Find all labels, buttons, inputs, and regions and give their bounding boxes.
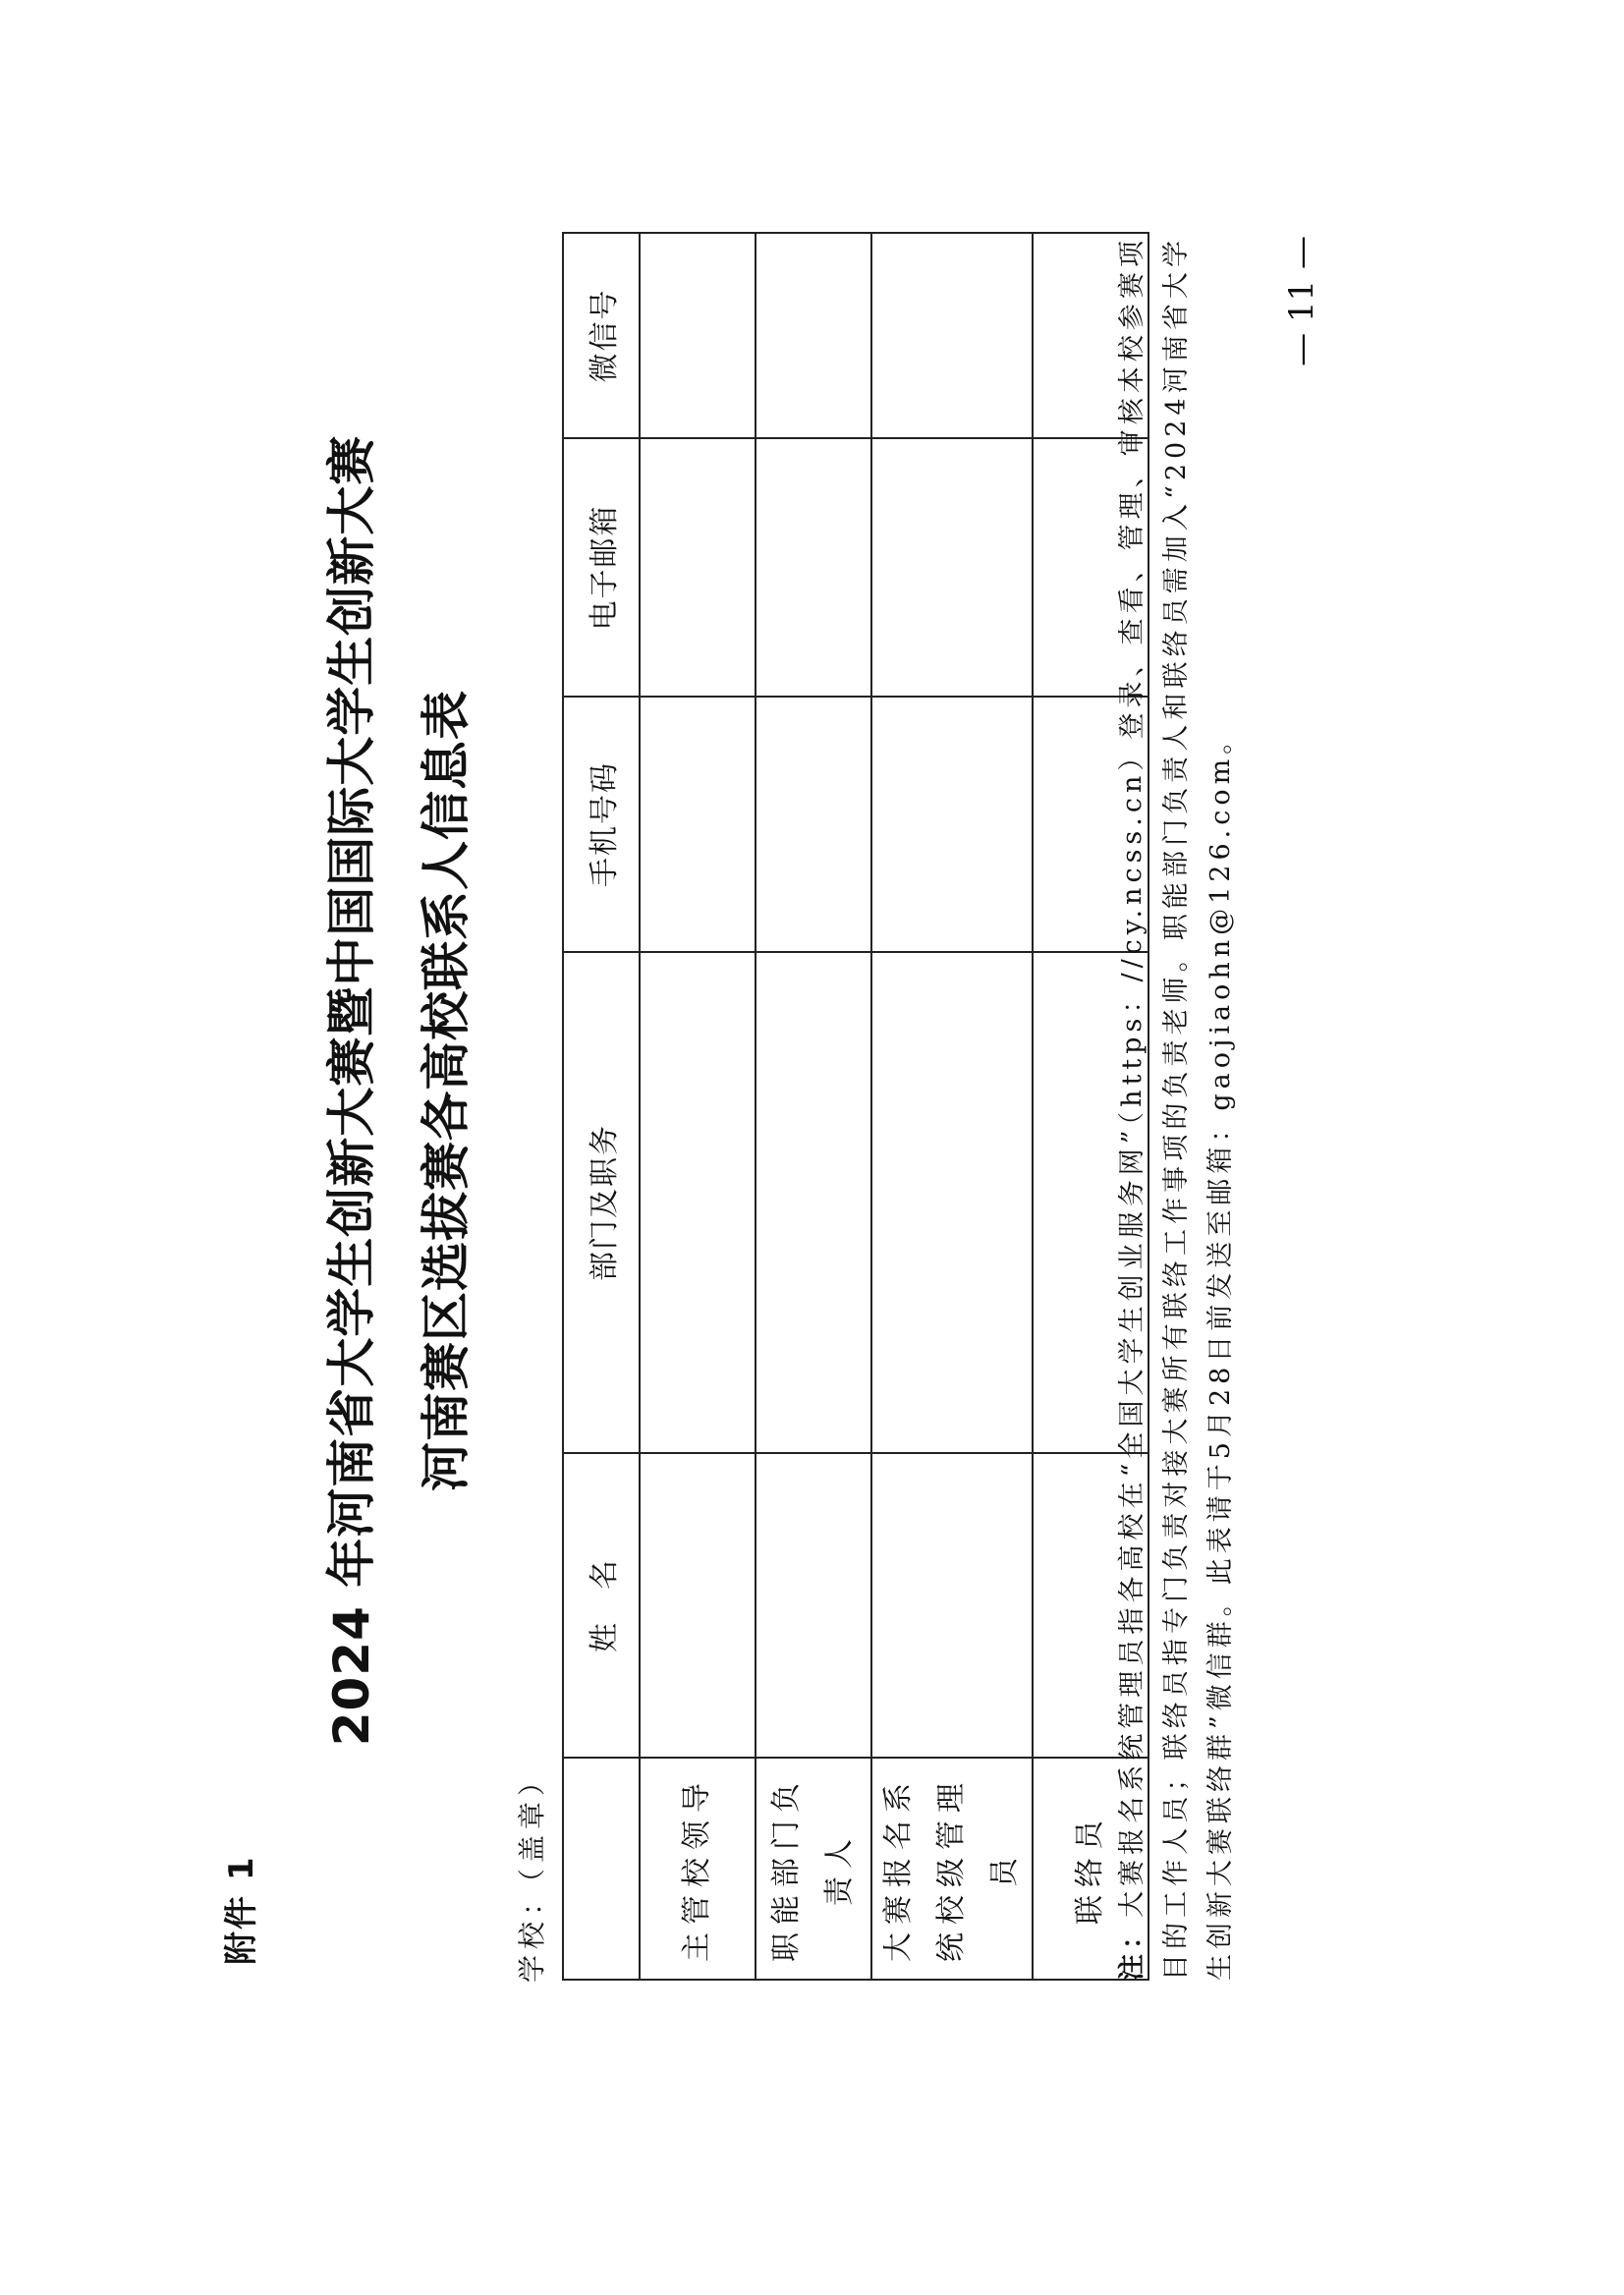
page-title-line-1: 2024 年河南省大学生创新大赛暨中国国际大学生创新大赛 xyxy=(323,434,380,1747)
table-row-system-admin xyxy=(871,233,1033,1980)
wechat-cell[interactable] xyxy=(640,233,756,438)
email-cell[interactable] xyxy=(640,438,756,697)
name-cell[interactable] xyxy=(756,1453,871,1758)
department-cell[interactable] xyxy=(640,952,756,1453)
school-seal-label: 学校：（盖章） xyxy=(516,1762,548,1983)
table-row-school-leader xyxy=(640,233,756,1980)
email-cell[interactable] xyxy=(756,438,871,697)
table-row-department-head xyxy=(756,233,871,1980)
table-notes xyxy=(1110,236,1243,1981)
rotated-page-content xyxy=(0,216,1624,1985)
role-cell xyxy=(640,1758,756,1980)
role-cell xyxy=(756,1758,871,1980)
header-role xyxy=(563,1758,640,1980)
header-wechat: 微信号 xyxy=(563,233,640,438)
attachment-label: 附件 1 xyxy=(222,1855,261,1965)
page-title-line-2: 河南赛区选拔赛各高校联系人信息表 xyxy=(418,690,475,1491)
name-cell[interactable] xyxy=(871,1453,1033,1758)
page-number: — 11 — xyxy=(1282,236,1321,366)
notes-text: 大赛报名系统管理员指各高校在“全国大学生创业服务网”（https：//cy.ncss.cn）登录、查看、管理、审核本校参赛项目的工作人员；联络员指专门负责对接大赛所有联络工作事项的负责老师。职能部门负责人和联络员需加入“2024河南省大学生创新大赛联络群”微信群。此表请于5月28日前发送至邮箱：gaojiaohn@126.com。 xyxy=(1117,236,1236,1981)
header-department-position: 部门及职务 xyxy=(563,952,640,1453)
phone-cell[interactable] xyxy=(871,697,1033,952)
role-label: 大赛报名系统校级管理员 xyxy=(881,1775,1022,1962)
role-cell xyxy=(871,1758,1033,1980)
name-cell[interactable] xyxy=(640,1453,756,1758)
header-phone: 手机号码 xyxy=(563,697,640,952)
role-label: 主管校领导 xyxy=(680,1775,714,1962)
phone-cell[interactable] xyxy=(640,697,756,952)
role-label: 联络员 xyxy=(1073,1813,1107,1925)
header-name: 姓 名 xyxy=(563,1453,640,1758)
table-header-row xyxy=(563,233,640,1980)
role-label: 职能部门负责人 xyxy=(769,1775,857,1962)
phone-cell[interactable] xyxy=(756,697,871,952)
contact-info-table xyxy=(562,232,1149,1981)
header-email: 电子邮箱 xyxy=(563,438,640,697)
wechat-cell[interactable] xyxy=(756,233,871,438)
wechat-cell[interactable] xyxy=(871,233,1033,438)
email-cell[interactable] xyxy=(871,438,1033,697)
department-cell[interactable] xyxy=(871,952,1033,1453)
notes-label: 注： xyxy=(1117,1917,1148,1981)
department-cell[interactable] xyxy=(756,952,871,1453)
